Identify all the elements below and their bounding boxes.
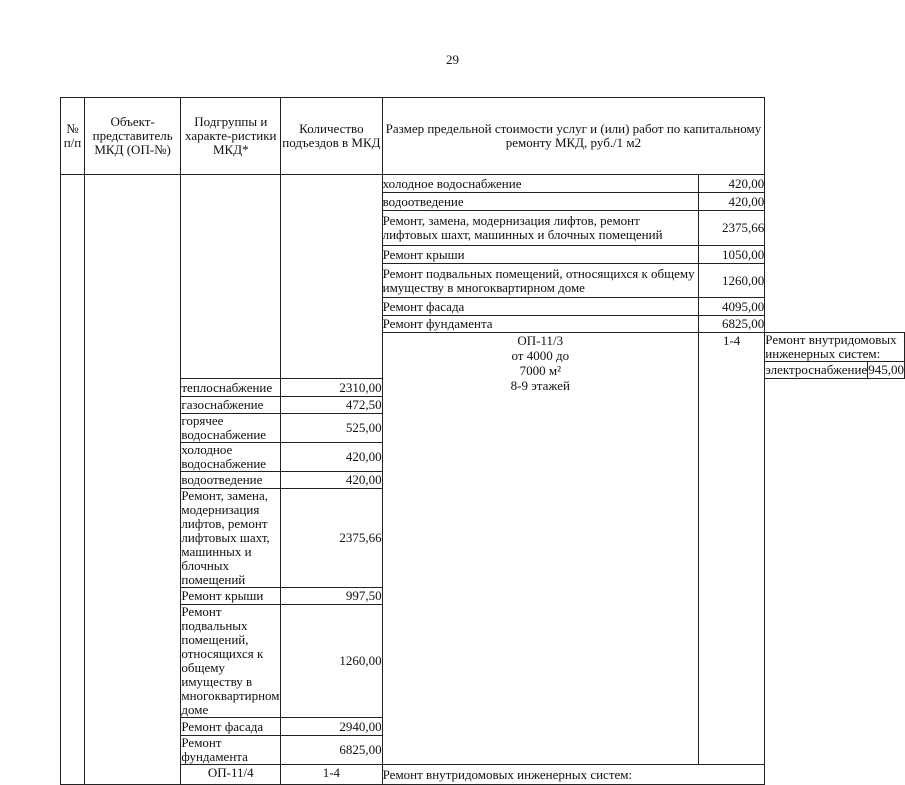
table-row: водоотведение <box>181 472 281 489</box>
table-row: газоснабжение <box>181 397 281 414</box>
table-row: холодное водоснабжение <box>382 175 698 193</box>
cost-value: 945,00 <box>868 362 904 377</box>
cost-value: 6825,00 <box>281 736 382 765</box>
cost-value: 1260,00 <box>698 264 764 298</box>
page-number: 29 <box>446 52 459 67</box>
cost-value: 420,00 <box>698 175 764 193</box>
table-row: водоотведение <box>382 193 698 211</box>
cost-value: 6825,00 <box>698 316 764 333</box>
cost-table <box>60 97 905 785</box>
subgroup-floors: 8-9 этажей <box>510 378 570 393</box>
systems-heading: Ремонт внутридомовых инженерных систем: <box>765 333 905 362</box>
cost-value: 472,50 <box>281 397 382 414</box>
cost-value: 420,00 <box>281 472 382 489</box>
subgroup-area-from: от 4000 до <box>511 348 570 363</box>
table-row: Ремонт фундамента <box>382 316 698 333</box>
num-cell <box>61 175 85 785</box>
table-row: Ремонт фасада <box>382 298 698 316</box>
cost-value: 2940,00 <box>281 718 382 736</box>
table-row: Ремонт фасада <box>181 718 281 736</box>
entrances-cell-prev <box>281 175 382 379</box>
table-row: Ремонт подвальных помещений, относящихся к общему имуществу в многоквартирном доме <box>382 264 698 298</box>
entrances-cell: 1-4 <box>698 333 764 765</box>
subgroup-cell <box>382 333 698 765</box>
object-cell <box>84 175 180 785</box>
header-num: № п/п <box>61 98 85 175</box>
header-entrances: Количество подъездов в МКД <box>281 98 382 175</box>
cost-value: 997,50 <box>281 588 382 605</box>
table-row: Ремонт крыши <box>382 246 698 264</box>
cost-value: 2375,66 <box>698 211 764 246</box>
table-row: Ремонт крыши <box>181 588 281 605</box>
cost-value: 2310,00 <box>281 379 382 397</box>
cost-value: 525,00 <box>281 414 382 443</box>
cost-value: 420,00 <box>698 193 764 211</box>
subgroup-area-to: 7000 м² <box>519 363 561 378</box>
table-row: теплоснабжение <box>181 379 281 397</box>
cost-value: 4095,00 <box>698 298 764 316</box>
header-subgroups: Подгруппы и характе-ристики МКД* <box>181 98 281 175</box>
table-row: Ремонт, замена, модернизация лифтов, ремонт лифтовых шахт, машинных и блочных помещений <box>181 489 281 588</box>
cost-value: 1260,00 <box>281 605 382 718</box>
table-row: Ремонт, замена, модернизация лифтов, ремонт лифтовых шахт, машинных и блочных помещений <box>382 211 698 246</box>
subgroup-code: ОП-11/3 <box>517 333 564 348</box>
header-object: Объект-представитель МКД (ОП-№) <box>84 98 180 175</box>
cost-value: 420,00 <box>281 443 382 472</box>
entrances-cell-next: 1-4 <box>281 765 382 785</box>
subgroup-cell-prev <box>181 175 281 379</box>
table-row: Ремонт фундамента <box>181 736 281 765</box>
cost-value: 2375,66 <box>281 489 382 588</box>
systems-heading-next: Ремонт внутридомовых инженерных систем: <box>382 765 765 785</box>
header-cost: Размер предельной стоимости услуг и (или) работ по капитальному ремонту МКД, руб./1 м2 <box>382 98 765 175</box>
table-row: горячее водоснабжение <box>181 414 281 443</box>
table-row: холодное водоснабжение <box>181 443 281 472</box>
table-row: электроснабжение <box>765 362 868 377</box>
table-row: Ремонт подвальных помещений, относящихся к общему имуществу в многоквартирном доме <box>181 604 280 717</box>
cost-value: 1050,00 <box>698 246 764 264</box>
subgroup-cell-next: ОП-11/4 <box>181 765 281 785</box>
